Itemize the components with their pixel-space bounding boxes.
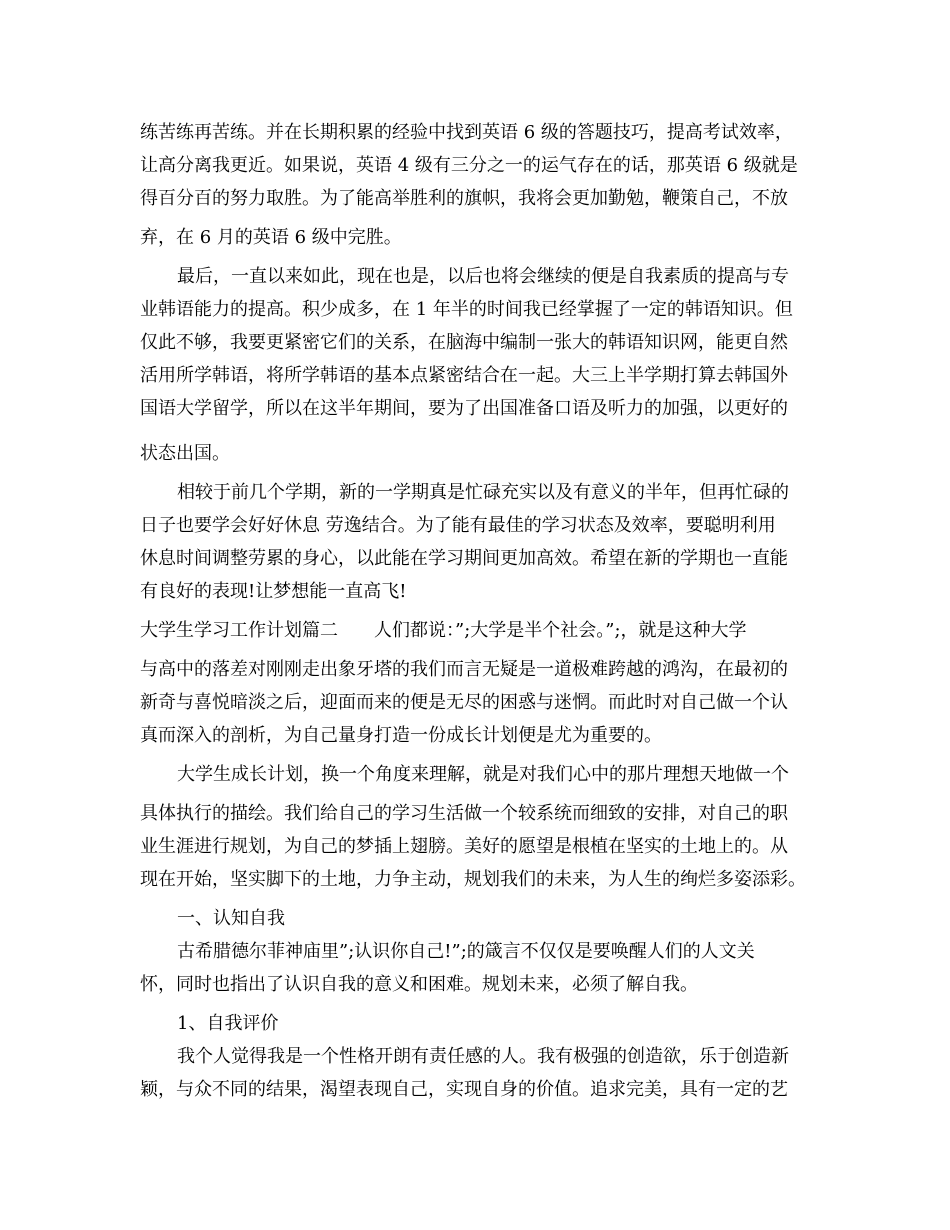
paragraph-line: 状态出国。 xyxy=(140,443,230,464)
paragraph-line: 大学生成长计划，换一个角度来理解，就是对我们心中的那片理想天地做一个 xyxy=(177,764,789,785)
paragraph-line: 练苦练再苦练。并在长期积累的经验中找到英语 6 级的答题技巧，提高考试效率， xyxy=(140,122,793,143)
paragraph-line: 国语大学留学，所以在这半年期间，要为了出国准备口语及听力的加强，以更好的 xyxy=(140,398,788,419)
subheading-line: 1、自我评价 xyxy=(177,1013,279,1034)
subheading-line: 一、认知自我 xyxy=(177,908,285,929)
paragraph-line: 有良好的表现!让梦想能一直高飞! xyxy=(140,581,407,602)
paragraph-line: 得百分百的努力取胜。为了能高举胜利的旗帜，我将会更加勤勉，鞭策自己，不放 xyxy=(140,188,788,209)
paragraph-line: 现在开始，坚实脚下的土地，力争主动，规划我们的未来，为人生的绚烂多姿添彩。 xyxy=(140,869,806,890)
paragraph-line: 最后，一直以来如此，现在也是，以后也将会继续的便是自我素质的提高与专 xyxy=(177,266,789,287)
paragraph-line: 我个人觉得我是一个性格开朗有责任感的人。我有极强的创造欲，乐于创造新 xyxy=(177,1046,789,1067)
paragraph-line: 新奇与喜悦暗淡之后，迎面而来的便是无尽的困惑与迷惘。而此时对自己做一个认 xyxy=(140,692,788,713)
paragraph-line: 休息时间调整劳累的身心，以此能在学习期间更加高效。希望在新的学期也一直能 xyxy=(140,548,788,569)
paragraph-line: 让高分离我更近。如果说，英语 4 级有三分之一的运气存在的话，那英语 6 级就是 xyxy=(140,155,798,176)
paragraph-line: 颖，与众不同的结果，渴望表现自己，实现自身的价值。追求完美，具有一定的艺 xyxy=(140,1079,788,1100)
paragraph-line: 仅此不够，我要更紧密它们的关系，在脑海中编制一张大的韩语知识网，能更自然 xyxy=(140,332,788,353)
section-heading-line: 大学生学习工作计划篇二 人们都说：”;大学是半个社会。”;，就是这种大学 xyxy=(140,620,747,641)
paragraph-line: 真而深入的剖析，为自己量身打造一份成长计划便是尤为重要的。 xyxy=(140,725,662,746)
paragraph-line: 与高中的落差对刚刚走出象牙塔的我们而言无疑是一道极难跨越的鸿沟，在最初的 xyxy=(140,659,788,680)
paragraph-line: 业生涯进行规划，为自己的梦插上翅膀。美好的愿望是根植在坚实的土地上的。从 xyxy=(140,836,788,857)
paragraph-line: 怀，同时也指出了认识自我的意义和困难。规划未来，必须了解自我。 xyxy=(140,974,698,995)
paragraph-line: 弃，在 6 月的英语 6 级中完胜。 xyxy=(140,227,402,248)
paragraph-line: 具体执行的描绘。我们给自己的学习生活做一个较系统而细致的安排，对自己的职 xyxy=(140,803,788,824)
paragraph-line: 古希腊德尔菲神庙里”;认识你自己!”;的箴言不仅仅是要唤醒人们的人文关 xyxy=(177,941,755,962)
paragraph-line: 日子也要学会好好休息 劳逸结合。为了能有最佳的学习状态及效率，要聪明利用 xyxy=(140,515,776,536)
paragraph-line: 相较于前几个学期，新的一学期真是忙碌充实以及有意义的半年，但再忙碌的 xyxy=(177,482,789,503)
paragraph-line: 业韩语能力的提高。积少成多，在 1 年半的时间我已经掌握了一定的韩语知识。但 xyxy=(140,299,793,320)
paragraph-line: 活用所学韩语，将所学韩语的基本点紧密结合在一起。大三上半学期打算去韩国外 xyxy=(140,365,788,386)
